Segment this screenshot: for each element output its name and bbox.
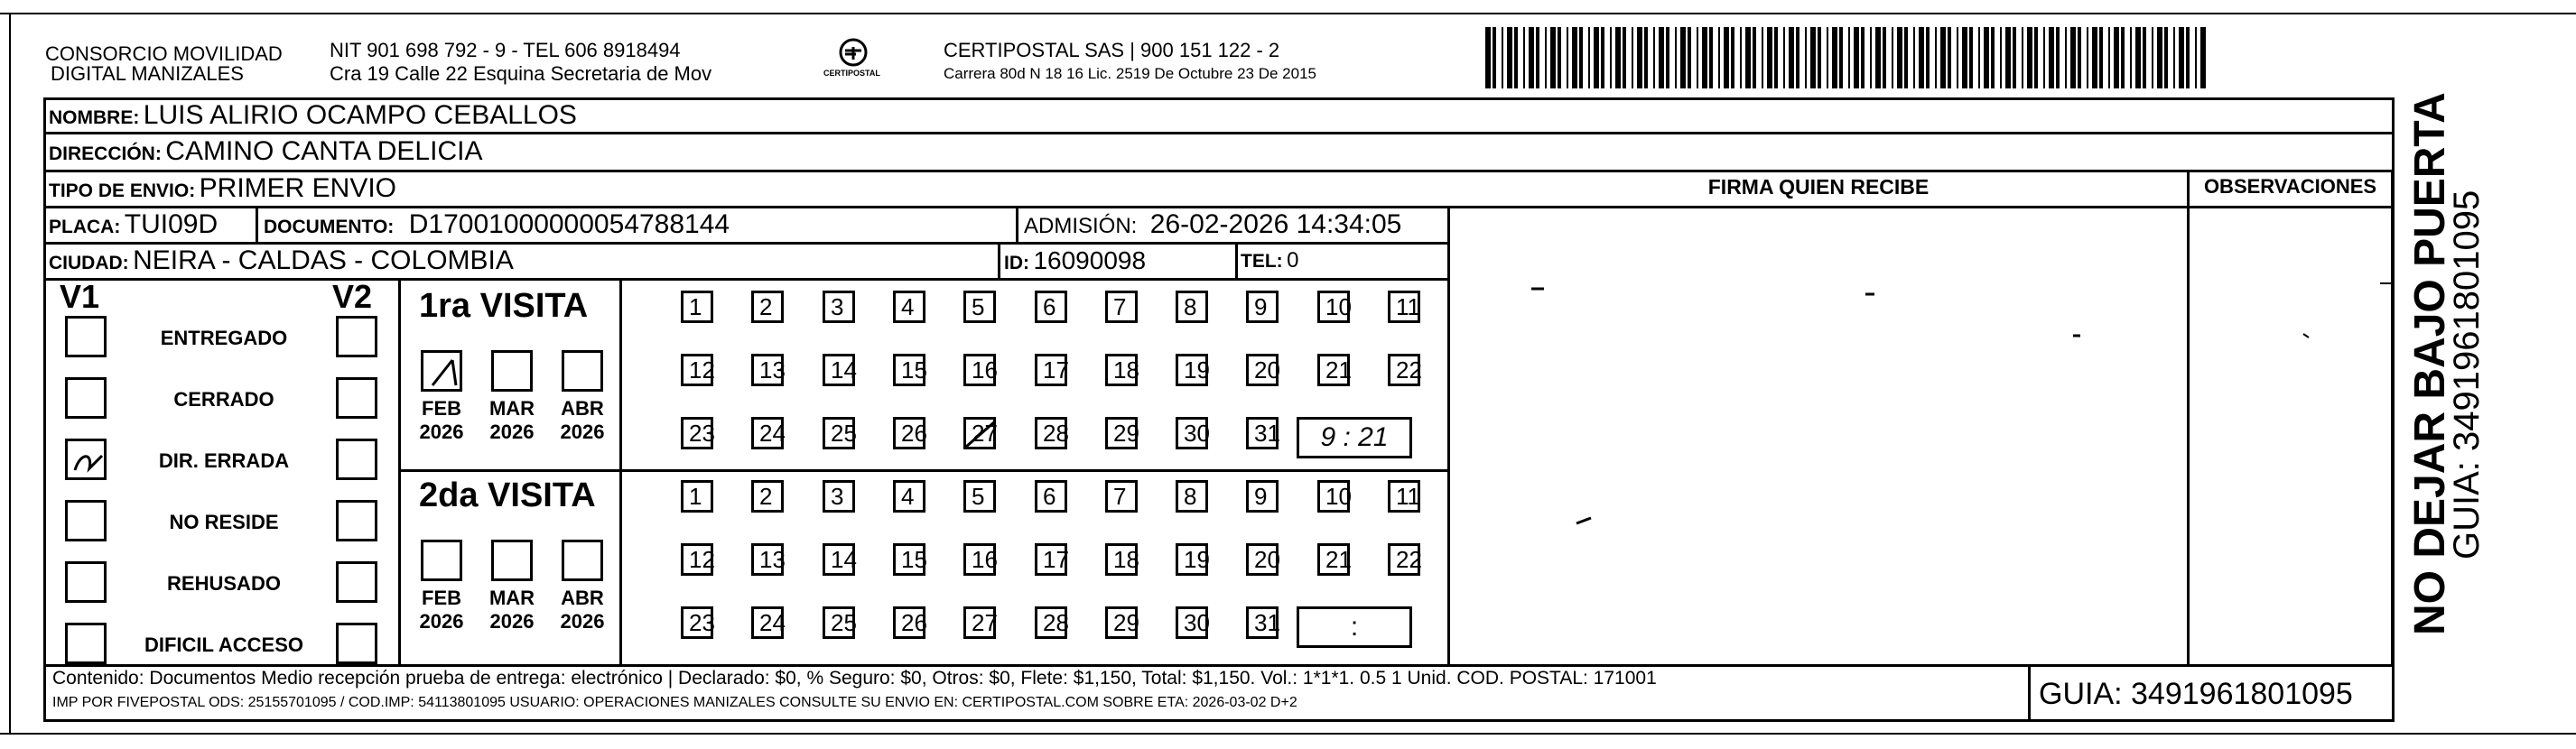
month-label: MAR 2026 [488,587,535,633]
ciudad-label: CIUDAD: [49,253,129,273]
month-label: MAR 2026 [488,397,535,443]
admision-label: ADMISIÓN: [1024,214,1138,238]
certipostal-line: CERTIPOSTAL SAS | 900 151 122 - 2 [944,39,1280,61]
left-border [9,13,11,735]
strike-mark-icon [964,418,997,450]
placa-cell [49,208,218,245]
documento-label: DOCUMENTO: [264,217,395,237]
day-box[interactable]: 15 [893,354,925,386]
status-option-label: ENTREGADO [160,327,288,349]
day-box[interactable]: 12 [681,354,713,386]
day-box[interactable]: 18 [1105,543,1138,576]
day-box[interactable]: 8 [1176,291,1208,323]
tel-value: 0 [1287,248,1299,273]
month-checkbox[interactable] [491,350,533,392]
day-box[interactable]: 30 [1176,606,1208,639]
content-line: Contenido: Documentos Medio recepción prueba de entrega: electrónico | Declarado: $0, % Seguro: $0, Otros: $0, Flete: $1,150, Total: $1,150. Vol.: 1*1*1. 0.5 1 Unid. COD. POSTAL: 171001 [52,668,1657,689]
col-line [998,242,1000,278]
barcode [1485,27,2217,88]
license-line: Carrera 80d N 18 16 Lic. 2519 De Octubre 23 De 2015 [944,65,1316,82]
day-box[interactable]: 23 [681,417,713,449]
nombre-row [49,99,577,136]
day-box[interactable]: 30 [1176,417,1208,449]
admision-cell [1024,208,1401,245]
footer-divider [2028,664,2031,722]
tipo-envio-row [49,172,396,209]
day-box[interactable]: 22 [1388,543,1420,576]
nombre-label: NOMBRE: [49,107,140,128]
v2-checkbox[interactable] [336,316,377,357]
day-box[interactable]: 16 [963,354,996,386]
col-line [1016,206,1018,242]
day-box[interactable]: 21 [1317,543,1350,576]
firma-header: FIRMA QUIEN RECIBE [1707,175,1930,199]
day-box[interactable]: 5 [963,480,996,513]
placa-value: TUI09D [124,209,219,239]
second-visit-title: 2da VISITA [419,476,596,514]
day-box[interactable]: 9 [1246,480,1279,513]
day-box[interactable]: 31 [1246,417,1279,449]
row-line [43,664,2395,667]
first-visit-time[interactable]: 9 : 21 [1297,417,1412,458]
calendar-divider [619,278,622,664]
day-box[interactable]: 29 [1105,606,1138,639]
v1-checkbox[interactable] [65,316,107,357]
documento-value: D17001000000054788144 [408,209,730,239]
direccion-row [49,135,482,172]
direccion-value: CAMINO CANTA DELICIA [165,136,483,166]
day-box[interactable]: 25 [823,606,855,639]
day-box[interactable]: 26 [893,606,925,639]
day-box[interactable]: 1 [681,480,713,513]
day-box[interactable]: 3 [823,480,855,513]
id-cell [1004,245,1146,282]
day-box[interactable]: 3 [823,291,855,323]
col-line [2391,170,2394,664]
day-box[interactable]: 24 [751,606,784,639]
status-option-label: DIFICIL ACCESO [144,633,303,656]
day-box[interactable]: 6 [1035,480,1067,513]
month-label: ABR 2026 [560,397,605,443]
day-box[interactable]: 5 [963,291,996,323]
tipo-value: PRIMER ENVIO [199,173,397,203]
v2-label: V2 [332,278,373,315]
documento-cell [264,208,730,245]
day-box[interactable]: 14 [823,543,855,576]
day-box[interactable]: 4 [893,480,925,513]
day-box[interactable]: 7 [1105,480,1138,513]
side-guia-number: GUIA: 3491961801095 [2447,190,2487,559]
ciudad-cell [49,245,514,282]
nombre-value: LUIS ALIRIO OCAMPO CEBALLOS [143,100,577,130]
admision-value: 26-02-2026 14:34:05 [1149,209,1402,239]
day-box[interactable]: 16 [963,543,996,576]
day-box[interactable]: 28 [1035,417,1067,449]
day-box[interactable]: 13 [751,543,784,576]
day-box[interactable]: 20 [1246,354,1279,386]
id-value: 16090098 [1033,246,1147,274]
visit-divider [398,469,1447,472]
day-box[interactable]: 13 [751,354,784,386]
day-box[interactable]: 19 [1176,354,1208,386]
day-box[interactable]: 2 [751,291,784,323]
imp-line: IMP POR FIVEPOSTAL ODS: 25155701095 / COD.IMP: 54113801095 USUARIO: OPERACIONES MANIZALES CONSULTE SU ENVIO EN: CERTIPOSTAL.COM SOBRE ETA: 2026-03-02 D+2 [52,695,1297,710]
check-mark-icon [70,443,106,479]
day-box[interactable]: 19 [1176,543,1208,576]
month-checkbox[interactable] [562,350,603,392]
v2-checkbox[interactable] [336,377,377,419]
top-border [0,13,2576,14]
col-line [1235,242,1238,278]
check-mark-icon [425,355,461,391]
month-checkbox[interactable] [421,540,462,581]
ciudad-value: NEIRA - CALDAS - COLOMBIA [133,245,514,275]
day-box[interactable]: 7 [1105,291,1138,323]
day-box[interactable]: 6 [1035,291,1067,323]
v1-checkbox[interactable] [65,439,107,480]
observaciones-header: OBSERVACIONES [2203,175,2377,198]
day-box[interactable]: 11 [1388,291,1420,323]
v1-label: V1 [60,278,100,315]
day-box[interactable]: 8 [1176,480,1208,513]
day-box[interactable]: 9 [1246,291,1279,323]
month-checkbox[interactable] [421,350,462,392]
signature-area-marks [1450,208,2389,659]
day-box[interactable]: 11 [1388,480,1420,513]
month-label: ABR 2026 [560,587,605,633]
guia-box: GUIA: 3491961801095 [2039,677,2353,711]
v1-checkbox[interactable] [65,500,107,541]
no-dejar-bajo-puerta: NO DEJAR BAJO PUERTA [2406,92,2454,635]
company-name-line2: DIGITAL MANIZALES [51,62,244,85]
status-option-label: CERRADO [173,388,274,411]
status-option-label: REHUSADO [167,572,281,595]
v2-checkbox[interactable] [336,561,377,603]
month-checkbox[interactable] [562,540,603,581]
month-label: FEB 2026 [419,397,464,443]
day-box[interactable]: 27 [963,417,996,449]
v2-checkbox[interactable] [336,500,377,541]
tel-label: TEL: [1241,251,1283,272]
status-option-label: NO RESIDE [169,511,279,533]
day-box[interactable]: 28 [1035,606,1067,639]
col-line [256,206,258,242]
placa-label: PLACA: [49,217,121,237]
day-box[interactable]: 29 [1105,417,1138,449]
v2-checkbox[interactable] [336,623,377,664]
day-box[interactable]: 2 [751,480,784,513]
day-box[interactable]: 27 [963,606,996,639]
v1-checkbox[interactable] [65,623,107,664]
day-box[interactable]: 21 [1317,354,1350,386]
day-box[interactable]: 26 [893,417,925,449]
month-checkbox[interactable] [491,540,533,581]
day-box[interactable]: 10 [1317,291,1350,323]
day-box[interactable]: 4 [893,291,925,323]
day-box[interactable]: 15 [893,543,925,576]
bottom-border [0,733,2576,735]
status-option-label: DIR. ERRADA [158,449,290,472]
tipo-label: TIPO DE ENVIO: [49,180,196,201]
second-visit-time[interactable]: : [1297,606,1412,648]
v1-checkbox[interactable] [65,561,107,603]
day-box[interactable]: 25 [823,417,855,449]
day-box[interactable]: 23 [681,606,713,639]
day-box[interactable]: 10 [1317,480,1350,513]
day-box[interactable]: 18 [1105,354,1138,386]
direccion-label: DIRECCIÓN: [49,143,162,164]
day-box[interactable]: 17 [1035,354,1067,386]
day-box[interactable]: 20 [1246,543,1279,576]
month-label: FEB 2026 [419,587,464,633]
logo-text: CERTIPOSTAL [823,69,880,78]
day-box[interactable]: 14 [823,354,855,386]
v2-checkbox[interactable] [336,439,377,480]
day-box[interactable]: 17 [1035,543,1067,576]
nit-line: NIT 901 698 792 - 9 - TEL 606 8918494 [330,39,681,61]
company-name-line1: CONSORCIO MOVILIDAD [45,42,283,65]
day-box[interactable]: 12 [681,543,713,576]
first-visit-title: 1ra VISITA [419,287,589,325]
day-box[interactable]: 24 [751,417,784,449]
day-box[interactable]: 31 [1246,606,1279,639]
address-line: Cra 19 Calle 22 Esquina Secretaria de Mov [330,62,712,85]
day-box[interactable]: 1 [681,291,713,323]
id-label: ID: [1004,253,1029,273]
day-box[interactable]: 22 [1388,354,1420,386]
v1-checkbox[interactable] [65,377,107,419]
tel-cell [1241,245,1298,280]
